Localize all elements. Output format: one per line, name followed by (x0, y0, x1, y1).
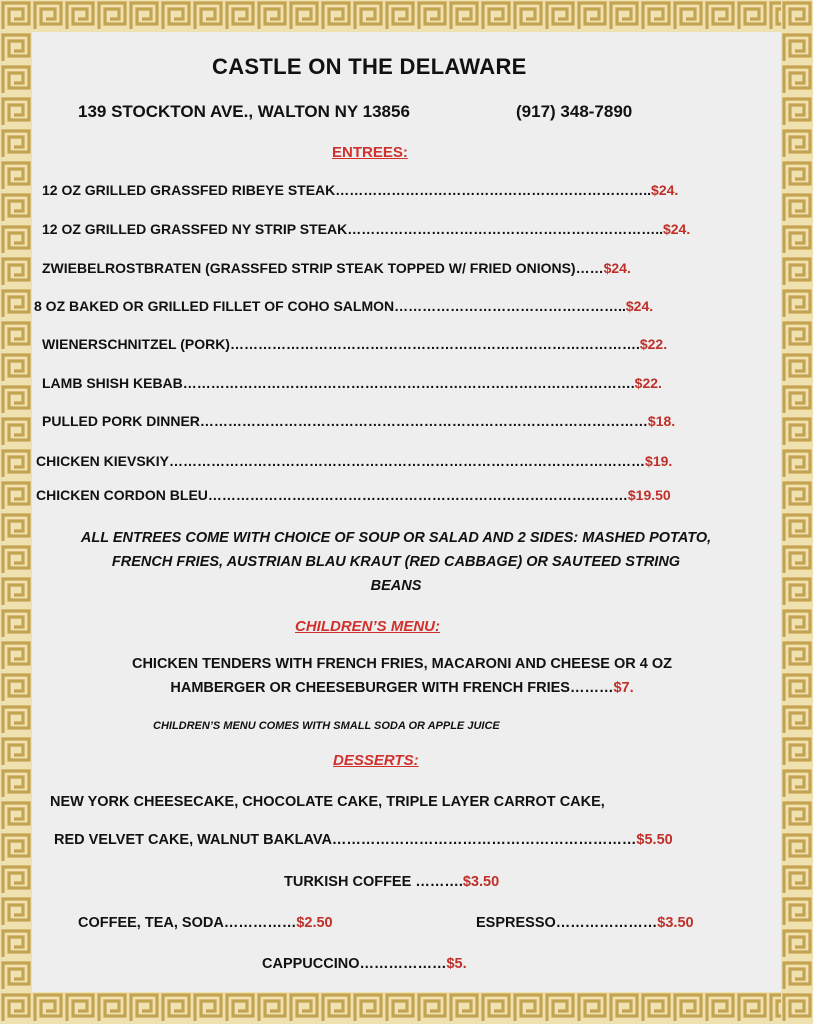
dessert-line: NEW YORK CHEESECAKE, CHOCOLATE CAKE, TRIPLE LAYER CARROT CAKE, (50, 794, 605, 810)
entree-item: LAMB SHISH KEBAB…………………………………………………………………………………….$22. (42, 375, 662, 391)
turkish-coffee-item: TURKISH COFFEE ……….$3.50 (284, 874, 500, 890)
entree-item: PULLED PORK DINNER……………………………………………………………………………………$18. (42, 413, 676, 429)
dessert-line: RED VELVET CAKE, WALNUT BAKLAVA………………………………………………………$5.50 (54, 832, 673, 848)
childrens-menu-note: CHILDREN’S MENU COMES WITH SMALL SODA OR APPLE JUICE (153, 720, 500, 732)
greek-key-border-top (0, 0, 813, 32)
coffee-tea-soda-item: COFFEE, TEA, SODA……………$2.50 (78, 915, 333, 931)
entree-item: CHICKEN KIEVSKIY…………………………………………………………………………………………$19. (36, 453, 673, 469)
entree-item: ZWIEBELROSTBRATEN (GRASSFED STRIP STEAK TOPPED W/ FRIED ONIONS)……$24. (42, 260, 631, 276)
entree-item: 8 OZ BAKED OR GRILLED FILLET OF COHO SALMON…………………………………………..$24. (34, 298, 654, 314)
childrens-menu-item: CHICKEN TENDERS WITH FRENCH FRIES, MACARONI AND CHEESE OR 4 OZ HAMBERGER OR CHEESEBURGER WITH FRENCH FRIES………$7. (131, 656, 672, 696)
restaurant-address: 139 STOCKTON AVE., WALTON NY 13856 (78, 102, 410, 121)
entree-item: 12 OZ GRILLED GRASSFED NY STRIP STEAK…………………………………………………………..$24. (42, 221, 691, 237)
entree-item: 12 OZ GRILLED GRASSFED RIBEYE STEAK…………………………………………………………..$24. (42, 182, 679, 198)
restaurant-name: CASTLE ON THE DELAWARE (212, 54, 527, 79)
entree-item: CHICKEN CORDON BLEU………………………………………………………………………………$19.50 (36, 487, 671, 503)
entree-item: WIENERSCHNITZEL (PORK)…………………………………………………………………………….$22. (42, 336, 668, 352)
restaurant-phone: (917) 348-7890 (516, 102, 633, 121)
cappuccino-item: CAPPUCCINO………………$5. (262, 956, 467, 972)
greek-key-border-bottom (0, 992, 813, 1024)
desserts-heading: DESSERTS: (333, 752, 419, 769)
entrees-heading: ENTREES: (332, 144, 408, 161)
entrees-sides-note: ALL ENTREES COME WITH CHOICE OF SOUP OR SALAD AND 2 SIDES: MASHED POTATO, FRENCH FRIES, AUSTRIAN BLAU KRAUT (RED CABBAGE) OR SAUTEED STRING BEANS (80, 530, 712, 594)
greek-key-border-left (0, 0, 32, 1024)
menu-page (32, 32, 781, 992)
greek-key-border-right (781, 0, 813, 1024)
childrens-menu-heading: CHILDREN’S MENU: (295, 618, 440, 635)
espresso-item: ESPRESSO…………………$3.50 (476, 915, 694, 931)
